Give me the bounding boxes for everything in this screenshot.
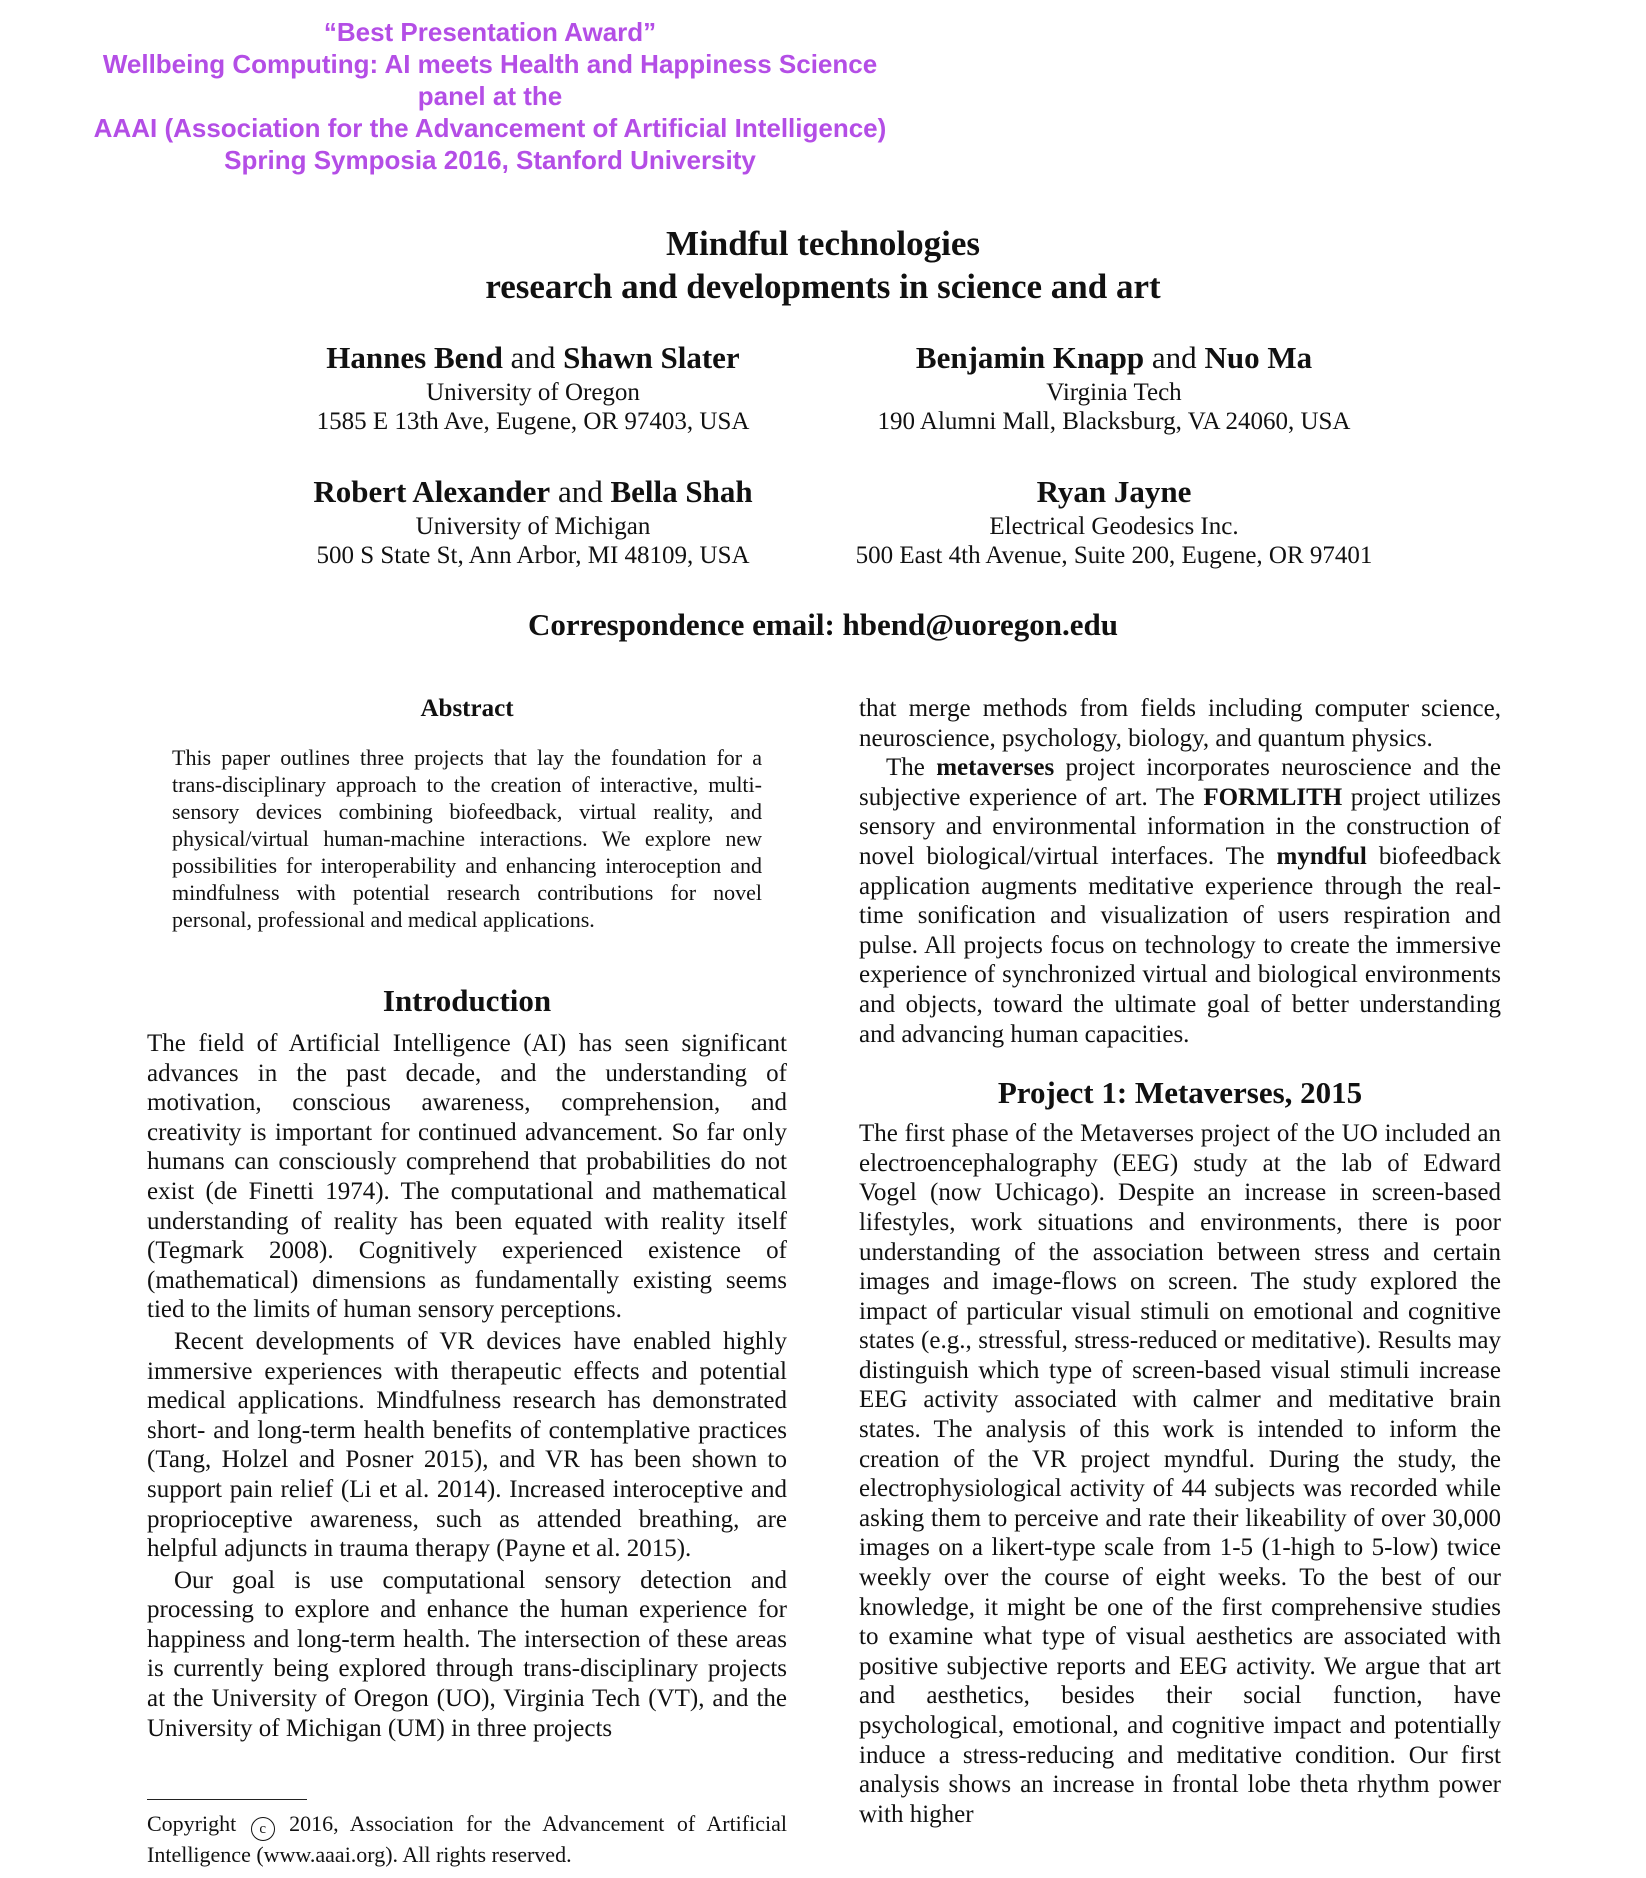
introduction-heading: Introduction [382, 983, 552, 1018]
abstract-text: This paper outlines three projects that lay the foundation for a trans-disciplinary approach to the creation of interactive, multi-sensory devices combining biofeedback, virtual reality, and physical/virtual human-machine interactions. We explore new possibilities for interoperability and enhancing interoception and mindfulness with potential research contributions for novel personal, professional and medical applications. [172, 745, 762, 932]
author-names [794, 472, 1434, 512]
author-name: Shawn Slater [563, 340, 740, 375]
author-affiliation: University of Oregon [426, 379, 640, 406]
award-line: AAAI (Association for the Advancement of Artificial Intelligence) [93, 113, 887, 143]
author-names [213, 472, 853, 512]
author-names [794, 338, 1434, 378]
author-and: and [557, 474, 603, 509]
author-and: and [1151, 340, 1197, 375]
abstract-heading: Abstract [420, 695, 514, 722]
text-run: project utilizes sensory and environmental information in the construction of novel biological/virtual interfaces. The [859, 783, 1501, 870]
author-address: 190 Alumni Mall, Blacksburg, VA 24060, USA [877, 408, 1351, 435]
title-line: Mindful technologies [665, 224, 981, 263]
author-block [794, 338, 1434, 436]
intro-paragraph-continued: that merge methods from fields including computer science, neuroscience, psychology, biology, and quantum physics. [859, 695, 1501, 752]
text-run: project incorporates neuroscience and the subjective experience of art. The [859, 754, 1501, 811]
author-name: Nuo Ma [1204, 340, 1313, 375]
author-block [213, 472, 853, 570]
award-line: Spring Symposia 2016, Stanford University [224, 145, 756, 175]
author-address: 1585 E 13th Ave, Eugene, OR 97403, USA [316, 408, 750, 435]
paper-title [0, 222, 1646, 308]
author-block [794, 472, 1434, 570]
author-name: Ryan Jayne [1036, 474, 1192, 509]
author-names [213, 338, 853, 378]
project1-paragraph: The first phase of the Metaverses project of the UO included an electroencephalography (EEG) study at the lab of Edward Vogel (now Uchicago). Despite an increase in screen-based lifestyles, work situations and environments, there is poor understanding of the association between stress and certain images and image-flows on screen. The study explored the impact of particular visual stimuli on emotional and cognitive states (e.g., stressful, stress-reduced or meditative). Results may distinguish which type of screen-based visual stimuli increase EEG activity associated with calmer and meditative brain states. The analysis of this work is intended to inform the creation of the VR project myndful. During the study, the electrophysiological activity of 44 subjects was recorded while asking them to perceive and rate their likeability of over 30,000 images on a likert-type scale from 1-5 (1-high to 5-low) twice weekly over the course of eight weeks. To the best of our knowledge, it might be one of the first comprehensive studies to examine what type of visual aesthetics are associated with positive subjective reports and EEG activity. We argue that art and aesthetics, besides their social function, have psychological, emotional, and cognitive impact and potentially induce a stress-reducing and meditative condition. Our first analysis shows an increase in frontal lobe theta rhythm power with higher [859, 1120, 1501, 1828]
project1-heading: Project 1: Metaverses, 2015 [997, 1075, 1363, 1111]
intro-paragraph: Our goal is use computational sensory detection and processing to explore and enhance the human experience for happiness and long-term health. The intersection of these areas is currently being explored through trans-disciplinary projects at the University of Oregon (UO), Virginia Tech (VT), and the University of Michigan (UM) in three projects [147, 1566, 787, 1742]
author-block [213, 338, 853, 436]
copyright-icon: c [251, 1817, 275, 1841]
author-address: 500 S State St, Ann Arbor, MI 48109, USA [316, 542, 750, 569]
text-run: biofeedback application augments meditative experience through the real-time sonification and visualization of users respiration and pulse. All projects focus on technology to create the immersive experience of synchronized virtual and biological environments and objects, toward the ultimate goal of better understanding and advancing human capacities. [859, 842, 1501, 1048]
term-metaverses: metaverses [936, 754, 1055, 782]
text-run: The [886, 754, 937, 782]
author-name: Bella Shah [610, 474, 753, 509]
award-banner [40, 16, 940, 176]
author-name: Benjamin Knapp [915, 340, 1145, 375]
author-affiliation: Electrical Geodesics Inc. [989, 513, 1239, 540]
copyright-footnote [147, 1810, 787, 1868]
author-affiliation: Virginia Tech [1046, 379, 1182, 406]
title-line: research and developments in science and art [485, 267, 1161, 306]
copyright-text: 2016, Association for the Advancement of Artificial Intelligence (www.aaai.org). All rights reserved. [147, 1811, 787, 1867]
footnote-rule [147, 1799, 307, 1800]
intro-paragraph [859, 753, 1501, 1049]
term-formlith: FORMLITH [1203, 783, 1343, 811]
award-line: Wellbeing Computing: AI meets Health and Happiness Science [102, 49, 878, 79]
left-column [147, 694, 787, 1743]
award-line: panel at the [417, 81, 563, 111]
term-myndful: myndful [1276, 842, 1367, 870]
author-name: Hannes Bend [326, 340, 503, 375]
intro-paragraph: Recent developments of VR devices have enabled highly immersive experiences with therapeutic effects and potential medical applications. Mindfulness research has demonstrated short- and long-term health benefits of contemplative practices (Tang, Holzel and Posner 2015), and VR has been shown to support pain relief (Li et al. 2014). Increased interoceptive and proprioceptive awareness, such as attended breathing, are helpful adjuncts in trauma therapy (Payne et al. 2015). [147, 1327, 787, 1563]
author-affiliation: University of Michigan [415, 513, 651, 540]
award-line: “Best Presentation Award” [323, 17, 657, 47]
correspondence-email: Correspondence email: hbend@uoregon.edu [527, 607, 1119, 642]
author-and: and [510, 340, 556, 375]
copyright-label: Copyright [147, 1811, 237, 1836]
right-column [859, 694, 1501, 1829]
author-name: Robert Alexander [313, 474, 551, 509]
intro-paragraph: The field of Artificial Intelligence (AI) has seen significant advances in the past decade, and the understanding of motivation, conscious awareness, comprehension, and creativity is important for continued advancement. So far only humans can consciously comprehend that probabilities do not exist (de Finetti 1974). The computational and mathematical understanding of reality has been equated with reality itself (Tegmark 2008). Cognitively experienced existence of (mathematical) dimensions as fundamentally existing seems tied to the limits of human sensory perceptions. [147, 1030, 787, 1324]
author-address: 500 East 4th Avenue, Suite 200, Eugene, OR 97401 [855, 542, 1373, 569]
